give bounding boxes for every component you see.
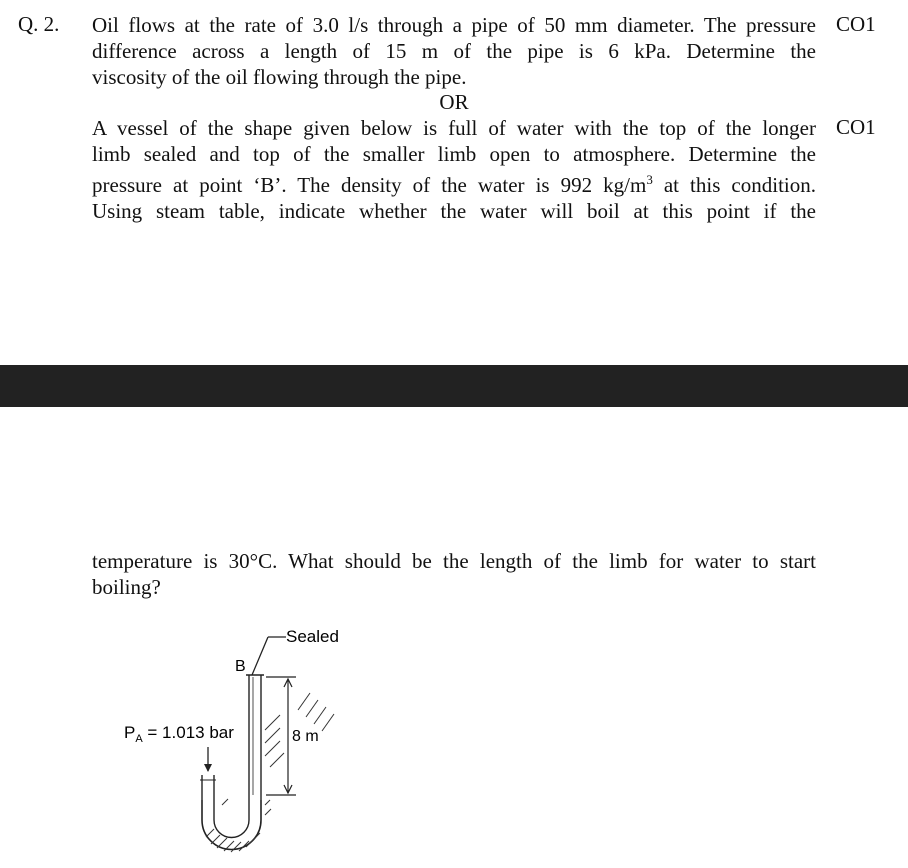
course-outcome-a: CO1 [836,12,876,36]
question-number: Q. 2. [18,12,60,36]
vessel-diagram [110,615,370,865]
long-limb [246,675,264,800]
pressure-arrow-icon [204,764,212,772]
dark-band [0,365,908,407]
part-b-line-4: Using steam table, indicate whether the water will boil at this point if the [92,199,816,223]
pressure-label-prefix: P [124,723,136,742]
part-b-line-3-tail: at this condition. [652,173,816,197]
part-b-line-1: A vessel of the shape given below is full of water with the top of the longer [92,116,816,140]
u-bend-inner [214,800,249,838]
sealed-label: Sealed [286,627,339,646]
part-a-line-2: difference across a length of 15 m of the pipe is 6 kPa. Determine the [92,39,816,63]
u-bend-outer [202,800,261,850]
superscript-3: 3 [646,172,653,187]
height-label: 8 m [292,728,319,745]
pressure-label-suffix: = 1.013 bar [142,723,234,742]
part-b-line-3 [92,167,816,198]
pressure-label-subscript: A [135,733,143,745]
pressure-label [124,723,234,745]
tick-mark [222,799,228,805]
short-limb [202,775,214,800]
question-part-b-continued [92,548,816,600]
or-separator: OR [439,90,469,114]
part-b-cont-line-1: temperature is 30°C. What should be the length of the limb for water to start [92,549,816,573]
course-outcome-b: CO1 [836,115,876,139]
part-b-cont-line-2: boiling? [92,575,161,599]
part-b-line-3-text: pressure at point ‘B’. The density of the water is 992 kg/m [92,173,647,197]
part-a-line-1: Oil flows at the rate of 3.0 l/s through a pipe of 50 mm diameter. The pressure [92,13,816,37]
question-part-a [92,12,816,90]
sealed-leader-diagonal [252,637,268,675]
question-part-b [92,115,816,224]
point-b-label: B [235,658,246,675]
part-b-line-2: limb sealed and top of the smaller limb open to atmosphere. Determine the [92,142,816,166]
part-a-line-3: viscosity of the oil flowing through the pipe. [92,65,467,89]
